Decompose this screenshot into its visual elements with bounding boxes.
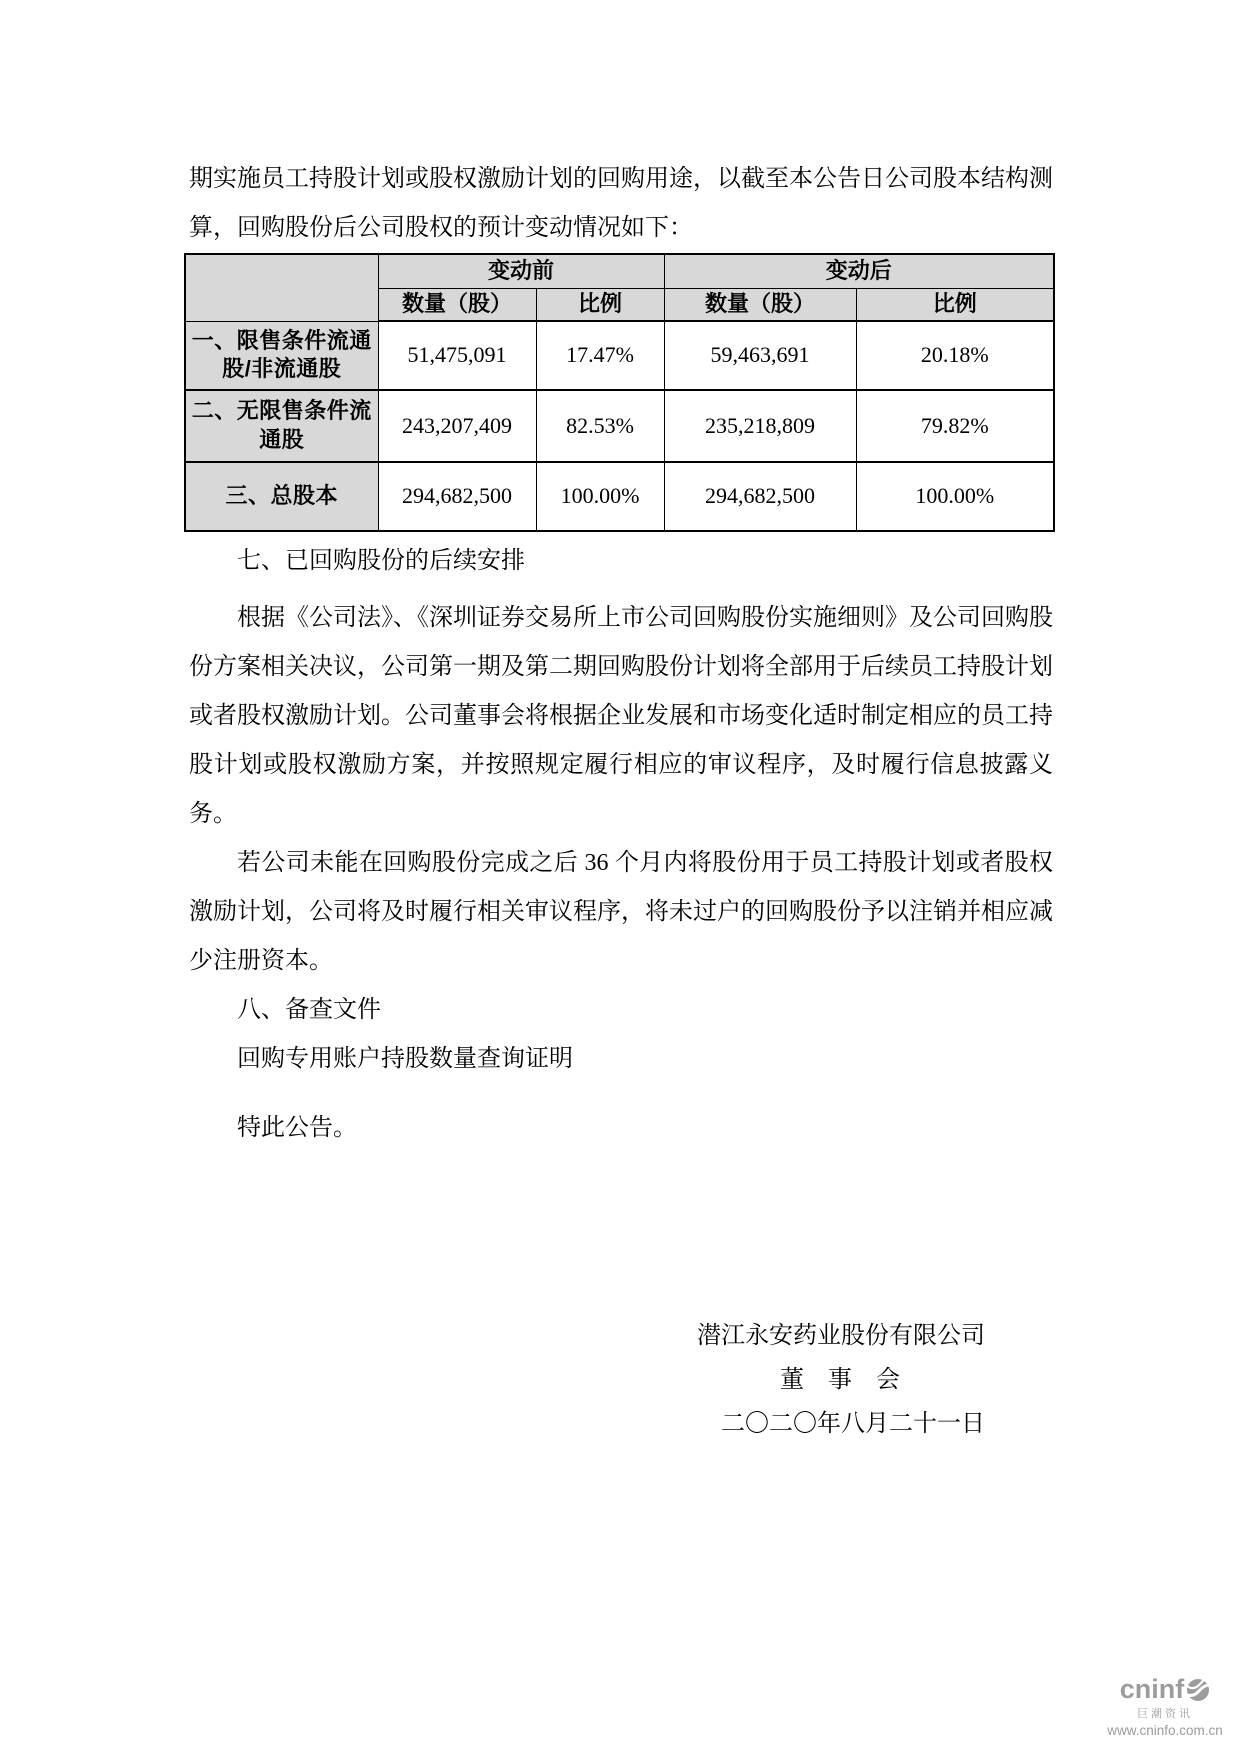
signature-board: 董 事 会 xyxy=(780,1367,900,1393)
document-body xyxy=(189,0,1053,1446)
cell-before-qty: 294,682,500 xyxy=(378,462,536,531)
cell-after-qty: 59,463,691 xyxy=(664,321,856,390)
cninfo-logo-icon xyxy=(1186,1678,1210,1702)
cninfo-site-name: 巨潮资讯 xyxy=(1137,1708,1193,1720)
table-row xyxy=(185,462,1054,531)
cell-before-ratio: 82.53% xyxy=(536,390,664,462)
cell-before-qty: 51,475,091 xyxy=(378,321,536,390)
table-group-header-row xyxy=(185,254,1054,289)
row-label: 一、限售条件流通股/非流通股 xyxy=(185,321,378,390)
cell-after-qty: 235,218,809 xyxy=(664,390,856,462)
paragraph-announcement: 特此公告。 xyxy=(237,1115,357,1141)
cell-after-ratio: 100.00% xyxy=(856,462,1054,531)
header-ratio-before: 比例 xyxy=(536,289,664,322)
header-ratio-after: 比例 xyxy=(856,289,1054,322)
header-qty-before: 数量（股） xyxy=(378,289,536,322)
table-row xyxy=(185,390,1054,462)
signature-block xyxy=(695,1314,985,1446)
cninfo-brand-row xyxy=(1099,1676,1231,1703)
table-row xyxy=(185,321,1054,390)
cell-before-ratio: 100.00% xyxy=(536,462,664,531)
paragraph-reference-document: 回购专用账户持股数量查询证明 xyxy=(237,1046,573,1072)
col-group-after: 变动后 xyxy=(664,254,1054,289)
cell-after-qty: 294,682,500 xyxy=(664,462,856,531)
cell-after-ratio: 79.82% xyxy=(856,390,1054,462)
cell-after-ratio: 20.18% xyxy=(856,321,1054,390)
row-label: 三、总股本 xyxy=(185,462,378,531)
section8-heading: 八、备查文件 xyxy=(237,997,381,1023)
signature-date: 二〇二〇年八月二十一日 xyxy=(721,1411,985,1437)
share-structure-table xyxy=(184,253,1055,532)
cell-before-ratio: 17.47% xyxy=(536,321,664,390)
header-qty-after: 数量（股） xyxy=(664,289,856,322)
paragraph-legal-basis: 根据《公司法》、《深圳证券交易所上市公司回购股份实施细则》及公司回购股份方案相关决议，公司第一期及第二期回购股份计划将全部用于后续员工持股计划或者股权激励计划。公司董事会将根据企业发展和市场变化适时制定相应的员工持股计划或股权激励方案，并按照规定履行相应的审议程序，及时履行信息披露义务。 xyxy=(189,605,1053,827)
cninfo-url: www.cninfo.com.cn xyxy=(1107,1723,1223,1738)
cninfo-watermark xyxy=(1099,1676,1231,1738)
paragraph-36-months: 若公司未能在回购股份完成之后 36 个月内将股份用于员工持股计划或者股权激励计划，公司将及时履行相关审议程序，将未过户的回购股份予以注销并相应减少注册资本。 xyxy=(189,850,1053,974)
cninfo-brand-text: cninf xyxy=(1119,1674,1185,1704)
table-corner-cell xyxy=(185,254,378,321)
section7-heading: 七、已回购股份的后续安排 xyxy=(237,548,525,574)
row-label: 二、无限售条件流通股 xyxy=(185,390,378,462)
intro-paragraph: 期实施员工持股计划或股权激励计划的回购用途，以截至本公告日公司股本结构测算，回购股份后公司股权的预计变动情况如下： xyxy=(189,166,1053,241)
cell-before-qty: 243,207,409 xyxy=(378,390,536,462)
col-group-before: 变动前 xyxy=(378,254,664,289)
signature-company: 潜江永安药业股份有限公司 xyxy=(697,1323,985,1349)
